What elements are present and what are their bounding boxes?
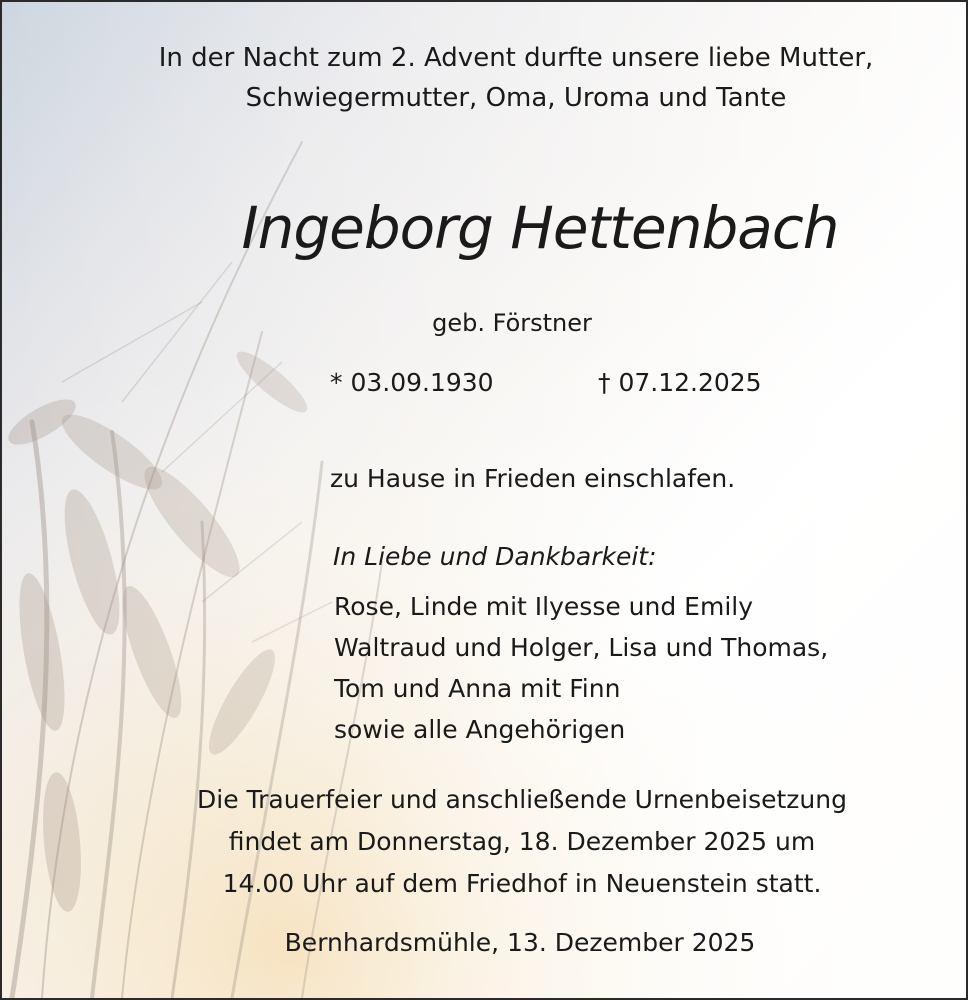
intro-line-2: Schwiegermutter, Oma, Uroma und Tante <box>245 83 787 113</box>
mourners-heading: In Liebe und Dankbarkeit: <box>333 542 657 571</box>
death-date: † 07.12.2025 <box>598 368 762 397</box>
intro-line-1: In der Nacht zum 2. Advent durfte unsere liebe Mutter, <box>158 43 874 73</box>
birth-date: * 03.09.1930 <box>330 368 494 397</box>
place-and-date: Bernhardsmühle, 13. Dezember 2025 <box>284 928 756 957</box>
service-line: Die Trauerfeier und anschließende Urnenbeisetzung <box>197 785 847 814</box>
service-line: 14.00 Uhr auf dem Friedhof in Neuenstein statt. <box>222 869 822 898</box>
service-line: findet am Donnerstag, 18. Dezember 2025 um <box>228 827 816 856</box>
mourner-line: sowie alle Angehörigen <box>334 715 626 744</box>
intro-text <box>66 38 966 118</box>
passing-text: zu Hause in Frieden einschlafen. <box>330 464 736 493</box>
service-info <box>72 779 968 905</box>
mourners-list <box>334 586 828 750</box>
maiden-name: geb. Förstner <box>432 309 592 337</box>
mourner-line: Waltraud und Holger, Lisa und Thomas, <box>334 633 829 662</box>
deceased-name: Ingeborg Hettenbach <box>241 194 839 262</box>
mourner-line: Rose, Linde mit Ilyesse und Emily <box>334 592 754 621</box>
mourner-line: Tom und Anna mit Finn <box>334 674 621 703</box>
